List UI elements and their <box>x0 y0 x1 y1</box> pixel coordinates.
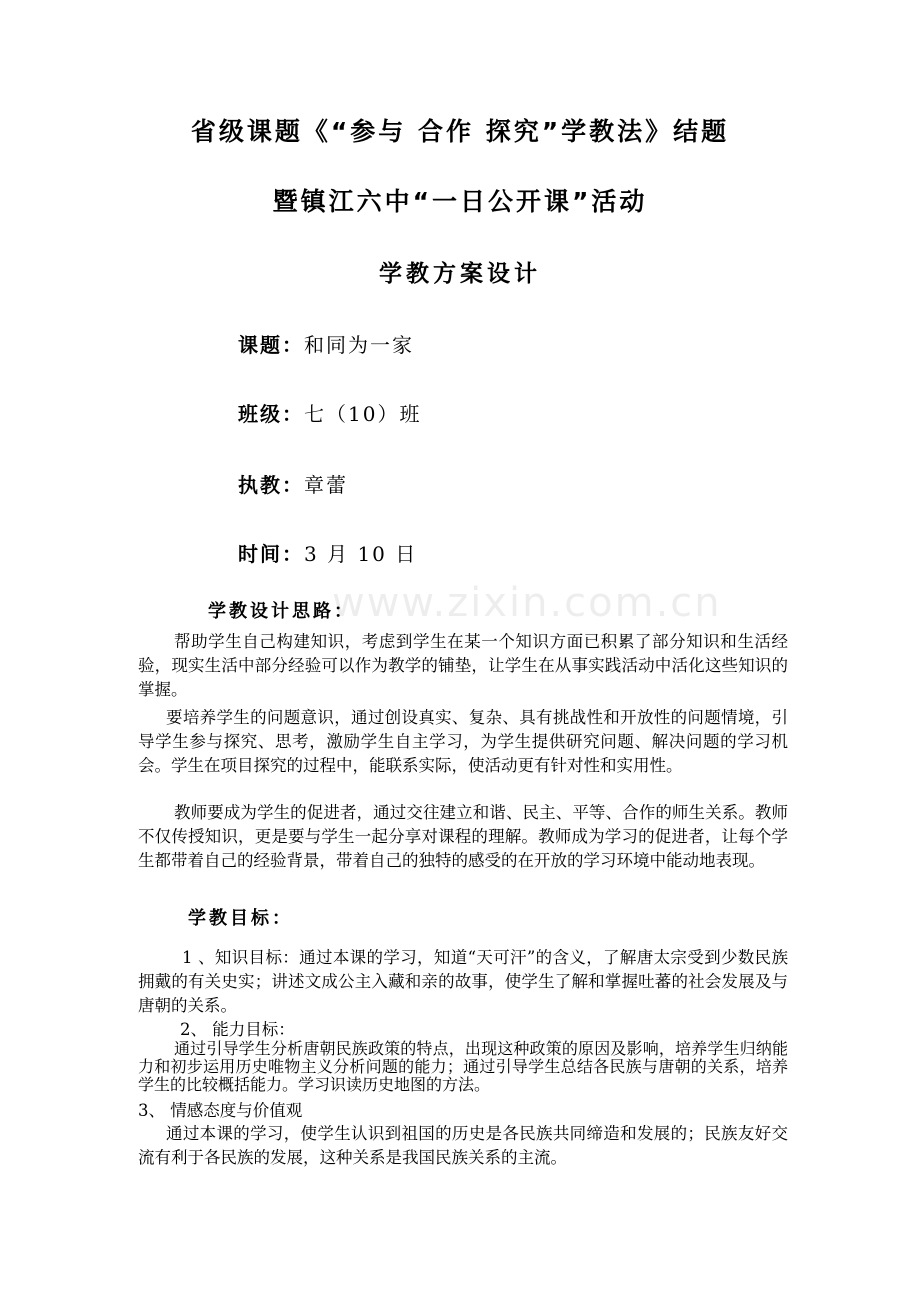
info-row-date <box>238 540 417 568</box>
info-value-topic: 和同为一家 <box>304 333 414 357</box>
document-title-line1: 省级课题《“参与 合作 探究”学教法》结题 <box>190 117 730 146</box>
info-label-class: 班级： <box>238 402 304 426</box>
objective-ability-text: 通过引导学生分析唐朝民族政策的特点，出现这种政策的原因及影响，培养学生归纳能力和初步运用历史唯物主义分析问题的能力；通过引导学生总结各民族与唐朝的关系，培养学生的比较概括能力。学习识读历史地图的方法。 <box>138 1039 788 1094</box>
info-row-class <box>238 400 421 428</box>
info-row-teacher <box>238 471 348 499</box>
objective-ability-title: 2、 能力目标： <box>180 1020 295 1039</box>
objective-emotion-title: 3、 情感态度与价值观 <box>138 1101 303 1120</box>
info-value-date: 3 月 10 日 <box>304 542 418 566</box>
watermark: www.zixin.com.cn <box>332 580 722 626</box>
document-title-line2: 暨镇江六中“一日公开课”活动 <box>272 187 648 216</box>
design-idea-paragraph-3: 教师要成为学生的促进者，通过交往建立和谐、民主、平等、合作的师生关系。教师不仅传授知识，更是要与学生一起分享对课程的理解。教师成为学习的促进者，让每个学生都带着自己的经验背景，带着自己的独特的感受的在开放的学习环境中能动地表现。 <box>138 803 788 870</box>
design-idea-paragraph-1: 帮助学生自己构建知识，考虑到学生在某一个知识方面已积累了部分知识和生活经验，现实生活中部分经验可以作为教学的铺垫，让学生在从事实践活动中活化这些知识的掌握。 <box>138 632 788 699</box>
section-heading-design-ideas: 学教设计思路： <box>208 601 355 622</box>
info-label-topic: 课题： <box>238 333 304 357</box>
info-label-teacher: 执教： <box>238 473 304 497</box>
design-idea-paragraph-2: 要培养学生的问题意识，通过创设真实、复杂、具有挑战性和开放性的问题情境，引导学生参与探究、思考，激励学生自主学习，为学生提供研究问题、解决问题的学习机会。学生在项目探究的过程中，能联系实际，使活动更有针对性和实用性。 <box>138 708 788 775</box>
info-value-teacher: 章蕾 <box>304 473 348 497</box>
info-value-class: 七（10）班 <box>304 402 422 426</box>
objective-emotion-text: 通过本课的学习，使学生认识到祖国的历史是各民族共同缔造和发展的；民族友好交流有利于各民族的发展，这种关系是我国民族关系的主流。 <box>138 1124 788 1167</box>
section-heading-objectives: 学教目标： <box>188 908 293 929</box>
info-row-topic <box>238 331 414 359</box>
objective-knowledge: 1 、知识目标：通过本课的学习，知道“天可汗”的含义，了解唐太宗受到少数民族拥戴的有关史实；讲述文成公主入藏和亲的故事，使学生了解和掌握吐蕃的社会发展及与唐朝的关系。 <box>138 948 788 1015</box>
info-label-date: 时间： <box>238 542 304 566</box>
document-title-line3: 学教方案设计 <box>379 261 541 287</box>
